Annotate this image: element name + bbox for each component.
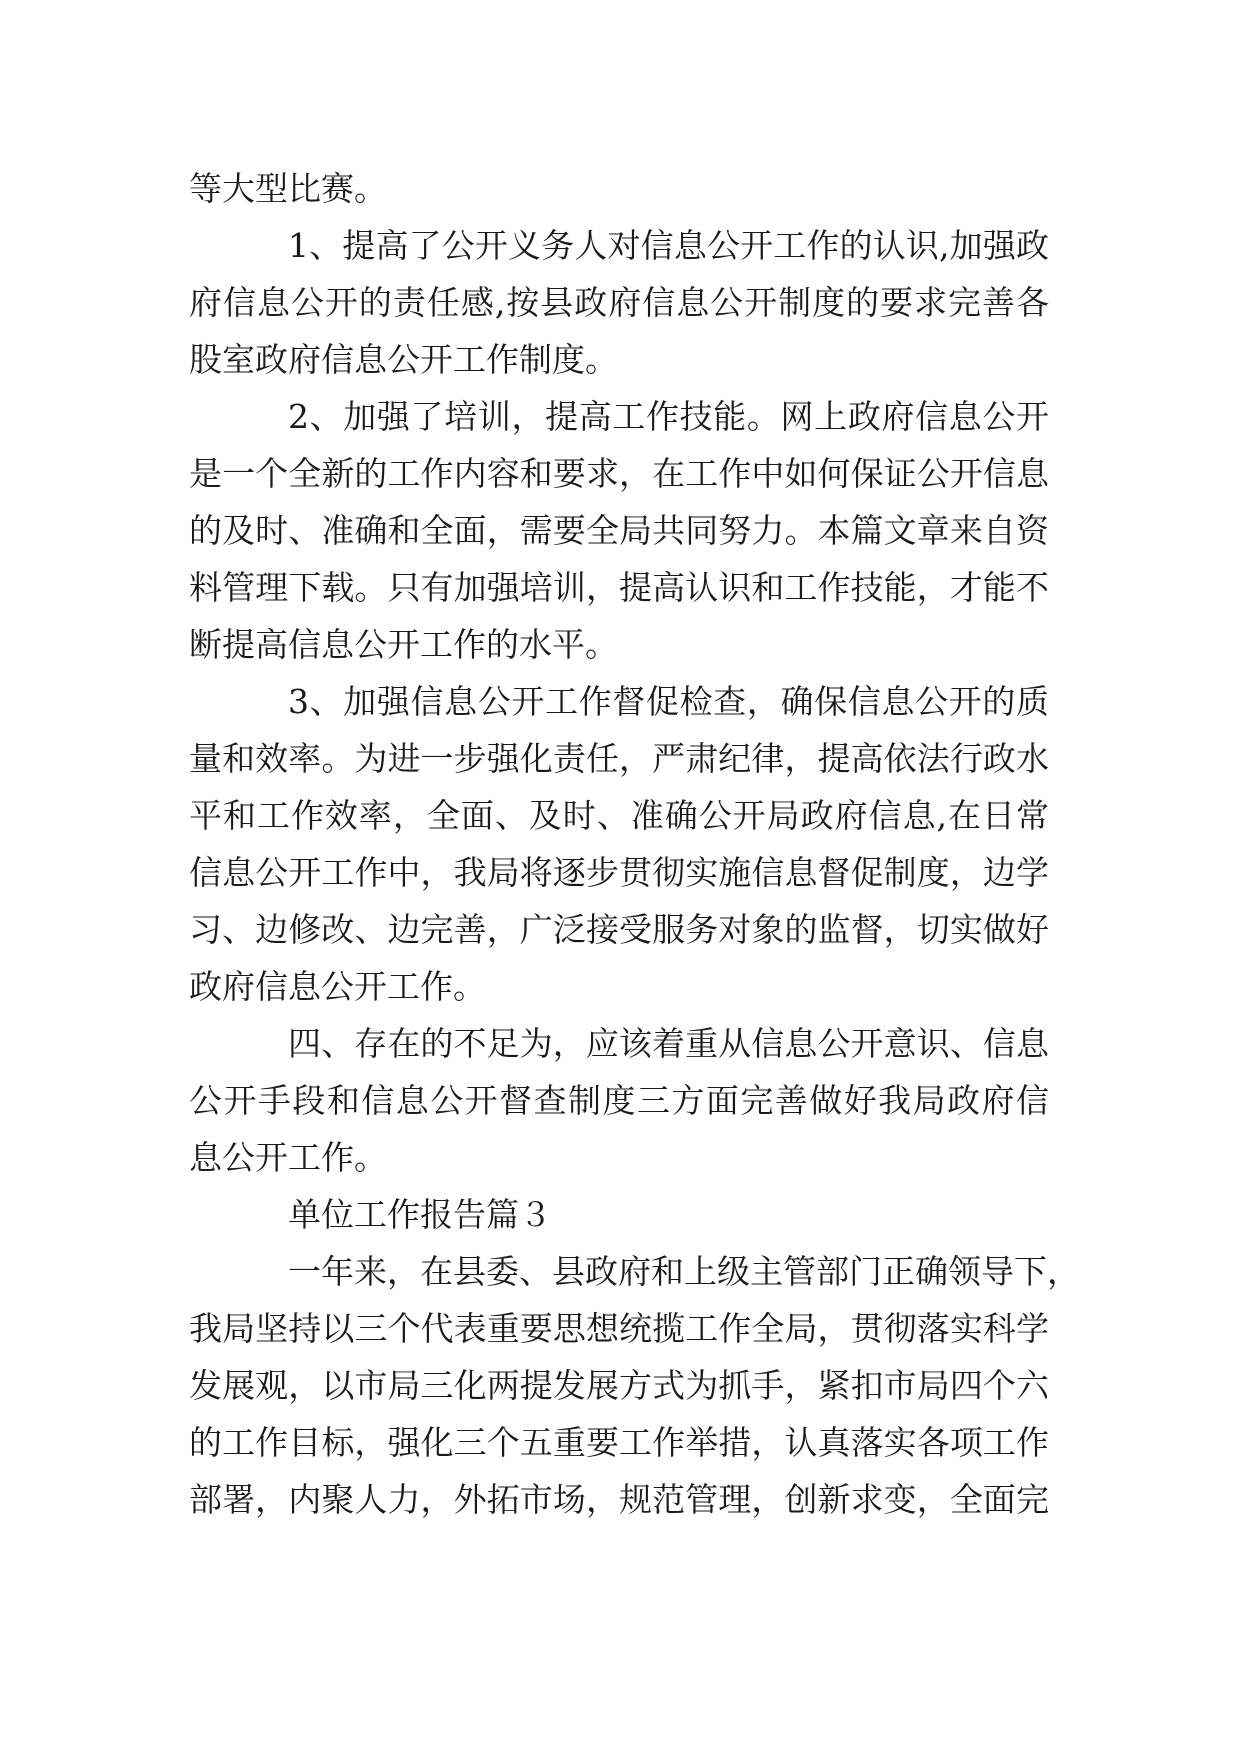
text-line: 信息公开工作中，我局将逐步贯彻实施信息督促制度，边学 [189,853,1049,892]
text-line: 3、加强信息公开工作督促检查，确保信息公开的质 [288,682,1049,721]
paragraph [189,673,1049,1015]
text-line: 股室政府信息公开工作制度。 [189,340,618,379]
text-line: 的工作目标，强化三个五重要工作举措，认真落实各项工作 [189,1423,1049,1462]
paragraph [189,1186,1049,1243]
text-line: 公开手段和信息公开督查制度三方面完善做好我局政府信 [189,1081,1049,1120]
text-line: 一年来，在县委、县政府和上级主管部门正确领导下， [288,1252,1080,1291]
text-line: 1、提高了公开义务人对信息公开工作的认识,加强政 [288,226,1049,265]
paragraph [189,1243,1080,1528]
paragraph [189,388,1049,673]
text-line: 单位工作报告篇３ [288,1195,552,1234]
text-line: 部署，内聚人力，外拓市场，规范管理，创新求变，全面完 [189,1480,1049,1519]
text-line: 政府信息公开工作。 [189,967,486,1006]
document-body [189,160,1080,1528]
text-line: 是一个全新的工作内容和要求，在工作中如何保证公开信息 [189,454,1049,493]
text-line: 四、存在的不足为，应该着重从信息公开意识、信息 [288,1024,1049,1063]
text-line: 我局坚持以三个代表重要思想统揽工作全局，贯彻落实科学 [189,1309,1049,1348]
text-line: 断提高信息公开工作的水平。 [189,625,618,664]
paragraph [189,217,1049,388]
text-line: 的及时、准确和全面，需要全局共同努力。本篇文章来自资 [189,511,1049,550]
text-line: 2、加强了培训，提高工作技能。网上政府信息公开 [288,397,1049,436]
text-line: 府信息公开的责任感,按县政府信息公开制度的要求完善各 [189,283,1049,322]
text-line: 习、边修改、边完善，广泛接受服务对象的监督，切实做好 [189,910,1049,949]
text-line: 料管理下载。只有加强培训，提高认识和工作技能，才能不 [189,568,1049,607]
text-line: 等大型比赛。 [189,169,387,208]
text-line: 息公开工作。 [189,1138,387,1177]
paragraph [189,160,1049,217]
text-line: 发展观，以市局三化两提发展方式为抓手，紧扣市局四个六 [189,1366,1049,1405]
text-line: 量和效率。为进一步强化责任，严肃纪律，提高依法行政水 [189,739,1049,778]
paragraph [189,1015,1049,1186]
text-line: 平和工作效率，全面、及时、准确公开局政府信息,在日常 [189,796,1049,835]
